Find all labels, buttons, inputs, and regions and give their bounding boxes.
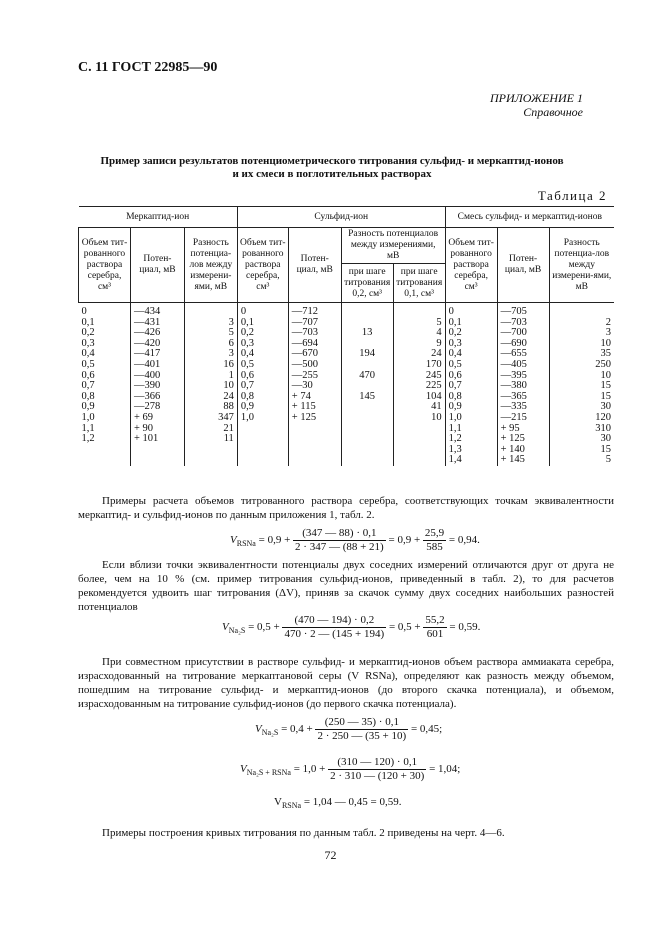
table-cell-sulf-d02 xyxy=(341,303,393,466)
fraction xyxy=(423,527,446,554)
col-header-potential: Потен-циал, мВ xyxy=(130,228,184,303)
numerator: 25,9 xyxy=(424,527,445,539)
cell-value: 5 xyxy=(228,327,234,339)
col-header-diff: Разность потенциа-лов между измерени-ями, мВ xyxy=(184,228,237,303)
cell-value: 0,1 xyxy=(240,316,254,328)
cell-value: 0,7 xyxy=(81,380,95,392)
cell-value: 170 xyxy=(425,358,442,370)
cell-value: 0 xyxy=(448,306,454,317)
cell-value: 1,0 xyxy=(81,411,95,423)
cell-value: 1,2 xyxy=(448,433,462,445)
cell-value: —30 xyxy=(291,380,313,392)
col-header-volume: Объем тит-рованного раствора серебра, см³ xyxy=(79,228,131,303)
cell-value: 6 xyxy=(228,337,234,349)
cell-value: 10 xyxy=(600,369,611,381)
table-label: Таблица 2 xyxy=(537,188,607,203)
cell-value: —390 xyxy=(133,380,161,392)
cell-value: 10 xyxy=(431,411,442,423)
cell-value: —426 xyxy=(133,327,161,339)
cell-value: + 69 xyxy=(133,411,154,423)
denominator: 2 · 250 — (35 + 10) xyxy=(317,730,407,742)
group-header-sulfide: Сульфид-ион xyxy=(237,207,445,228)
cell-value: —694 xyxy=(291,337,319,349)
page-number: 72 xyxy=(324,848,337,862)
cell-value: 10 xyxy=(600,337,611,349)
cell-value: —690 xyxy=(500,337,527,349)
cell-value: 0,9 xyxy=(240,401,254,413)
formula-part: = 0,5 + xyxy=(248,621,280,634)
cell-value: 1,0 xyxy=(240,411,254,423)
cell-value: 13 xyxy=(361,327,373,339)
cell-value: 0,9 xyxy=(81,401,95,413)
cell-value: 0,5 xyxy=(240,358,254,370)
cell-value: + 95 xyxy=(500,422,520,434)
cell-value: 10 xyxy=(223,380,234,392)
paragraph-examples: Примеры расчета объемов титрованного раствора серебра, соответствующих точкам эквивалентности меркаптид- и сульфид-ионов по данным приложения 1, табл. 2. xyxy=(78,495,614,521)
cell-value: 0,4 xyxy=(240,348,254,360)
table-cell-sulf-pot xyxy=(288,303,341,466)
denominator: 585 xyxy=(426,541,443,553)
cell-value: —380 xyxy=(500,380,527,392)
cell-value: 0,4 xyxy=(81,348,95,360)
cell-value: 1,1 xyxy=(81,422,95,434)
cell-value: 2 xyxy=(605,316,611,328)
formula-symbol: V xyxy=(230,534,237,547)
cell-value: 310 xyxy=(595,422,611,434)
formula-subscript: RSNa xyxy=(281,801,302,811)
cell-value: —434 xyxy=(133,306,161,317)
cell-value: 1,0 xyxy=(448,411,462,423)
cell-value: 104 xyxy=(425,390,442,402)
cell-value: 0,9 xyxy=(448,401,462,413)
cell-value: —712 xyxy=(291,306,319,317)
cell-value: —420 xyxy=(133,337,161,349)
cell-value: 15 xyxy=(600,443,611,455)
formula-subscript: Na₂S xyxy=(261,728,279,738)
cell-value: —705 xyxy=(500,306,527,317)
fraction xyxy=(282,614,386,641)
table-cell-merc-vol xyxy=(79,303,131,466)
cell-value: —400 xyxy=(133,369,161,381)
numerator: (347 — 88) · 0,1 xyxy=(293,527,386,541)
cell-value: —417 xyxy=(133,348,161,360)
cell-value: —655 xyxy=(500,348,527,360)
cell-value: 0,6 xyxy=(240,369,254,381)
formula-v-na2s-2 xyxy=(255,716,442,743)
numerator: (310 — 120) · 0,1 xyxy=(328,756,426,770)
cell-value: —707 xyxy=(291,316,319,328)
cell-value: —703 xyxy=(291,327,319,339)
cell-value: —703 xyxy=(500,316,527,328)
cell-value: 0,7 xyxy=(448,380,462,392)
cell-value: 0 xyxy=(240,306,247,317)
formula-part: = 1,04 — 0,45 = 0,59. xyxy=(303,796,402,808)
fraction xyxy=(293,527,386,554)
cell-value: + 125 xyxy=(291,411,317,423)
cell-value xyxy=(188,307,234,318)
cell-value: 4 xyxy=(436,327,442,339)
col-header-potential: Потен-циал, мВ xyxy=(497,228,549,303)
formula-subscript: Na₂S + RSNa xyxy=(246,768,291,778)
paragraph-mixture: При совместном присутствии в растворе сульфид- и меркаптид-ионов объем раствора аммиаката серебра, израсходованный на титрование меркаптановой серы (V RSNa), определяют как разность между объемом, пошедшим на титрование сульфид- и меркаптид-ионов (до второго скачка потенциала), и объемом, израсходованным на титрование сульфид-ионов (до первого скачка потенциала). xyxy=(78,656,614,710)
formula-part: = 0,9 + xyxy=(258,534,291,547)
page-header: С. 11 ГОСТ 22985—90 xyxy=(78,60,218,75)
cell-value: + 74 xyxy=(291,390,311,402)
formula-v-rsna-2 xyxy=(274,796,402,812)
denominator: 2 · 310 — (120 + 30) xyxy=(330,770,425,782)
cell-value xyxy=(553,307,611,318)
cell-value: 1,3 xyxy=(448,443,462,455)
cell-value: —255 xyxy=(291,369,319,381)
cell-value: 0,2 xyxy=(81,327,95,339)
cell-value: + 145 xyxy=(500,454,525,466)
cell-value: 41 xyxy=(431,401,442,413)
cell-value: 0,6 xyxy=(448,369,462,381)
numerator: 55,2 xyxy=(425,614,445,626)
paragraph-curves: Примеры построения кривых титрования по данным табл. 2 приведены на черт. 4—6. xyxy=(102,827,505,839)
cell-value xyxy=(397,307,442,318)
title-line-1: Пример записи результатов потенциометрического титрования сульфид- и меркаптид-ионов xyxy=(100,155,564,167)
formula-v-na2s-rsna xyxy=(240,756,460,783)
denominator: 2 · 347 — (88 + 21) xyxy=(295,541,384,553)
formula-part: = 0,59. xyxy=(449,621,481,634)
cell-value: —366 xyxy=(133,390,161,402)
table-cell-merc-pot xyxy=(130,303,184,466)
cell-value xyxy=(345,360,390,371)
cell-value: —395 xyxy=(500,369,527,381)
col-header-step-02: при шаге титрования 0,2, см³ xyxy=(341,264,393,303)
cell-value: 0,8 xyxy=(448,390,462,402)
cell-value: 1,2 xyxy=(81,433,95,445)
appendix-title: ПРИЛОЖЕНИЕ 1 xyxy=(490,91,583,105)
cell-value: 3 xyxy=(228,316,234,328)
denominator: 470 · 2 — (145 + 194) xyxy=(284,628,385,640)
cell-value: 30 xyxy=(600,433,611,445)
cell-value: 21 xyxy=(223,422,234,434)
cell-value: 1 xyxy=(228,369,234,381)
cell-value: + 101 xyxy=(133,433,159,445)
titration-table xyxy=(78,206,614,466)
formula-subscript: Na₂S xyxy=(228,626,246,636)
cell-value: 0,3 xyxy=(448,337,462,349)
cell-value: —401 xyxy=(133,358,161,370)
cell-value: 24 xyxy=(431,348,442,360)
cell-value: 16 xyxy=(223,358,234,370)
col-header-volume: Объем тит-рованного раствора серебра, см³ xyxy=(237,228,288,303)
cell-value: 5 xyxy=(436,316,442,328)
col-header-potential: Потен-циал, мВ xyxy=(288,228,341,303)
cell-value xyxy=(345,307,390,318)
table-row xyxy=(79,303,615,466)
cell-value: 0,3 xyxy=(240,337,254,349)
cell-value: —365 xyxy=(500,390,527,402)
cell-value: 245 xyxy=(425,369,442,381)
cell-value: 0,6 xyxy=(81,369,95,381)
cell-value: 194 xyxy=(359,348,376,360)
cell-value: + 125 xyxy=(500,433,525,445)
table-cell-mix-vol xyxy=(445,303,497,466)
paragraph-step: Если вблизи точки эквивалентности потенциалы двух соседних измерений отличаются друг от друга не более, чем на 10 % (см. пример титрования сульфид-ионов, приведенный в табл. 2), то для расчетов рекомендуется удвоить шаг титрования (ΔV), приняв за скачок сумму двух соседних наибольших разностей потенциалов xyxy=(78,559,614,613)
group-header-mixture: Смесь сульфид- и меркаптид-ионов xyxy=(445,207,614,228)
denominator: 601 xyxy=(426,628,444,640)
cell-value: + 115 xyxy=(291,401,316,413)
formula-part: = 0,5 + xyxy=(388,621,421,634)
cell-value: 0,1 xyxy=(448,316,462,328)
col-header-step-01: при шаге титрования 0,1, см³ xyxy=(393,264,445,303)
formula-symbol: V xyxy=(255,723,262,736)
cell-value: —500 xyxy=(291,358,319,370)
cell-value: 250 xyxy=(595,358,611,370)
formula-symbol: V xyxy=(274,796,282,808)
cell-value: 30 xyxy=(600,401,611,413)
cell-value: 88 xyxy=(223,401,234,413)
formula-part: = 1,0 + xyxy=(293,763,326,776)
cell-value: 0,3 xyxy=(81,337,95,349)
cell-value: 0,4 xyxy=(448,348,462,360)
appendix-subtitle: Справочное xyxy=(523,105,583,119)
cell-value: 35 xyxy=(600,348,611,360)
cell-value: 0,2 xyxy=(448,327,462,339)
group-header-mercaptide: Меркаптид-ион xyxy=(79,207,238,228)
cell-value: 470 xyxy=(359,369,376,381)
formula-part: = 0,4 + xyxy=(281,723,313,736)
formula-symbol: V xyxy=(240,763,247,776)
section-title xyxy=(78,155,586,181)
appendix-label xyxy=(490,91,583,119)
col-header-volume: Объем тит-рованного раствора серебра, см³ xyxy=(445,228,497,303)
cell-value: 0 xyxy=(81,306,87,317)
cell-value: 0,2 xyxy=(240,327,254,339)
table-cell-mix-pot xyxy=(497,303,549,466)
table-body xyxy=(79,303,615,466)
cell-value: 15 xyxy=(600,380,611,392)
cell-value: 1,1 xyxy=(448,422,462,434)
numerator: (250 — 35) · 0,1 xyxy=(315,716,408,730)
cell-value: 24 xyxy=(223,390,234,402)
cell-value: —670 xyxy=(291,348,319,360)
formula-subscript: RSNa xyxy=(236,539,256,549)
cell-value: 0,5 xyxy=(81,358,95,370)
cell-value: —431 xyxy=(133,316,161,328)
formula-part: = 0,45; xyxy=(410,723,443,736)
cell-value: 3 xyxy=(228,348,234,360)
fraction xyxy=(315,716,408,743)
formula-part: = 0,94. xyxy=(448,534,480,547)
cell-value: —215 xyxy=(500,411,527,423)
cell-value xyxy=(345,413,390,424)
cell-value: —700 xyxy=(500,327,527,339)
cell-value: 0,8 xyxy=(240,390,254,402)
table-cell-sulf-d01 xyxy=(393,303,445,466)
cell-value: —405 xyxy=(500,358,527,370)
cell-value: —335 xyxy=(500,401,527,413)
cell-value: 0,1 xyxy=(81,316,95,328)
cell-value: —278 xyxy=(133,401,161,413)
col-header-diff: Разность потенциа-лов между измерени-ями, мВ xyxy=(549,228,614,303)
formula-v-rsna-1 xyxy=(230,527,480,554)
formula-part: = 0,9 + xyxy=(388,534,421,547)
formula-v-na2s-1 xyxy=(222,614,480,641)
fraction xyxy=(423,614,446,641)
table-cell-merc-diff xyxy=(184,303,237,466)
cell-value: 120 xyxy=(595,411,611,423)
cell-value: 3 xyxy=(605,327,611,339)
cell-value: 347 xyxy=(218,411,234,423)
cell-value: 145 xyxy=(359,390,376,402)
cell-value: + 140 xyxy=(500,443,525,455)
cell-value: 0,7 xyxy=(240,380,254,392)
table-cell-sulf-vol xyxy=(237,303,288,466)
cell-value: 225 xyxy=(425,380,442,392)
col-header-diff-group: Разность потенциалов между измерениями, мВ xyxy=(341,228,445,264)
table-cell-mix-diff xyxy=(549,303,614,466)
cell-value: + 90 xyxy=(133,422,154,434)
cell-value: 15 xyxy=(600,390,611,402)
formula-part: = 1,04; xyxy=(429,763,461,776)
title-line-2: и их смеси в поглотительных растворах xyxy=(232,168,432,180)
numerator: (470 — 194) · 0,2 xyxy=(282,614,386,628)
cell-value: 5 xyxy=(605,454,611,466)
cell-value: 0,8 xyxy=(81,390,95,402)
fraction xyxy=(328,756,426,783)
cell-value: 0,5 xyxy=(448,358,462,370)
formula-symbol: V xyxy=(222,621,229,634)
cell-value: 9 xyxy=(436,337,442,349)
cell-value: 1,4 xyxy=(448,454,462,466)
cell-value: 11 xyxy=(223,433,234,445)
